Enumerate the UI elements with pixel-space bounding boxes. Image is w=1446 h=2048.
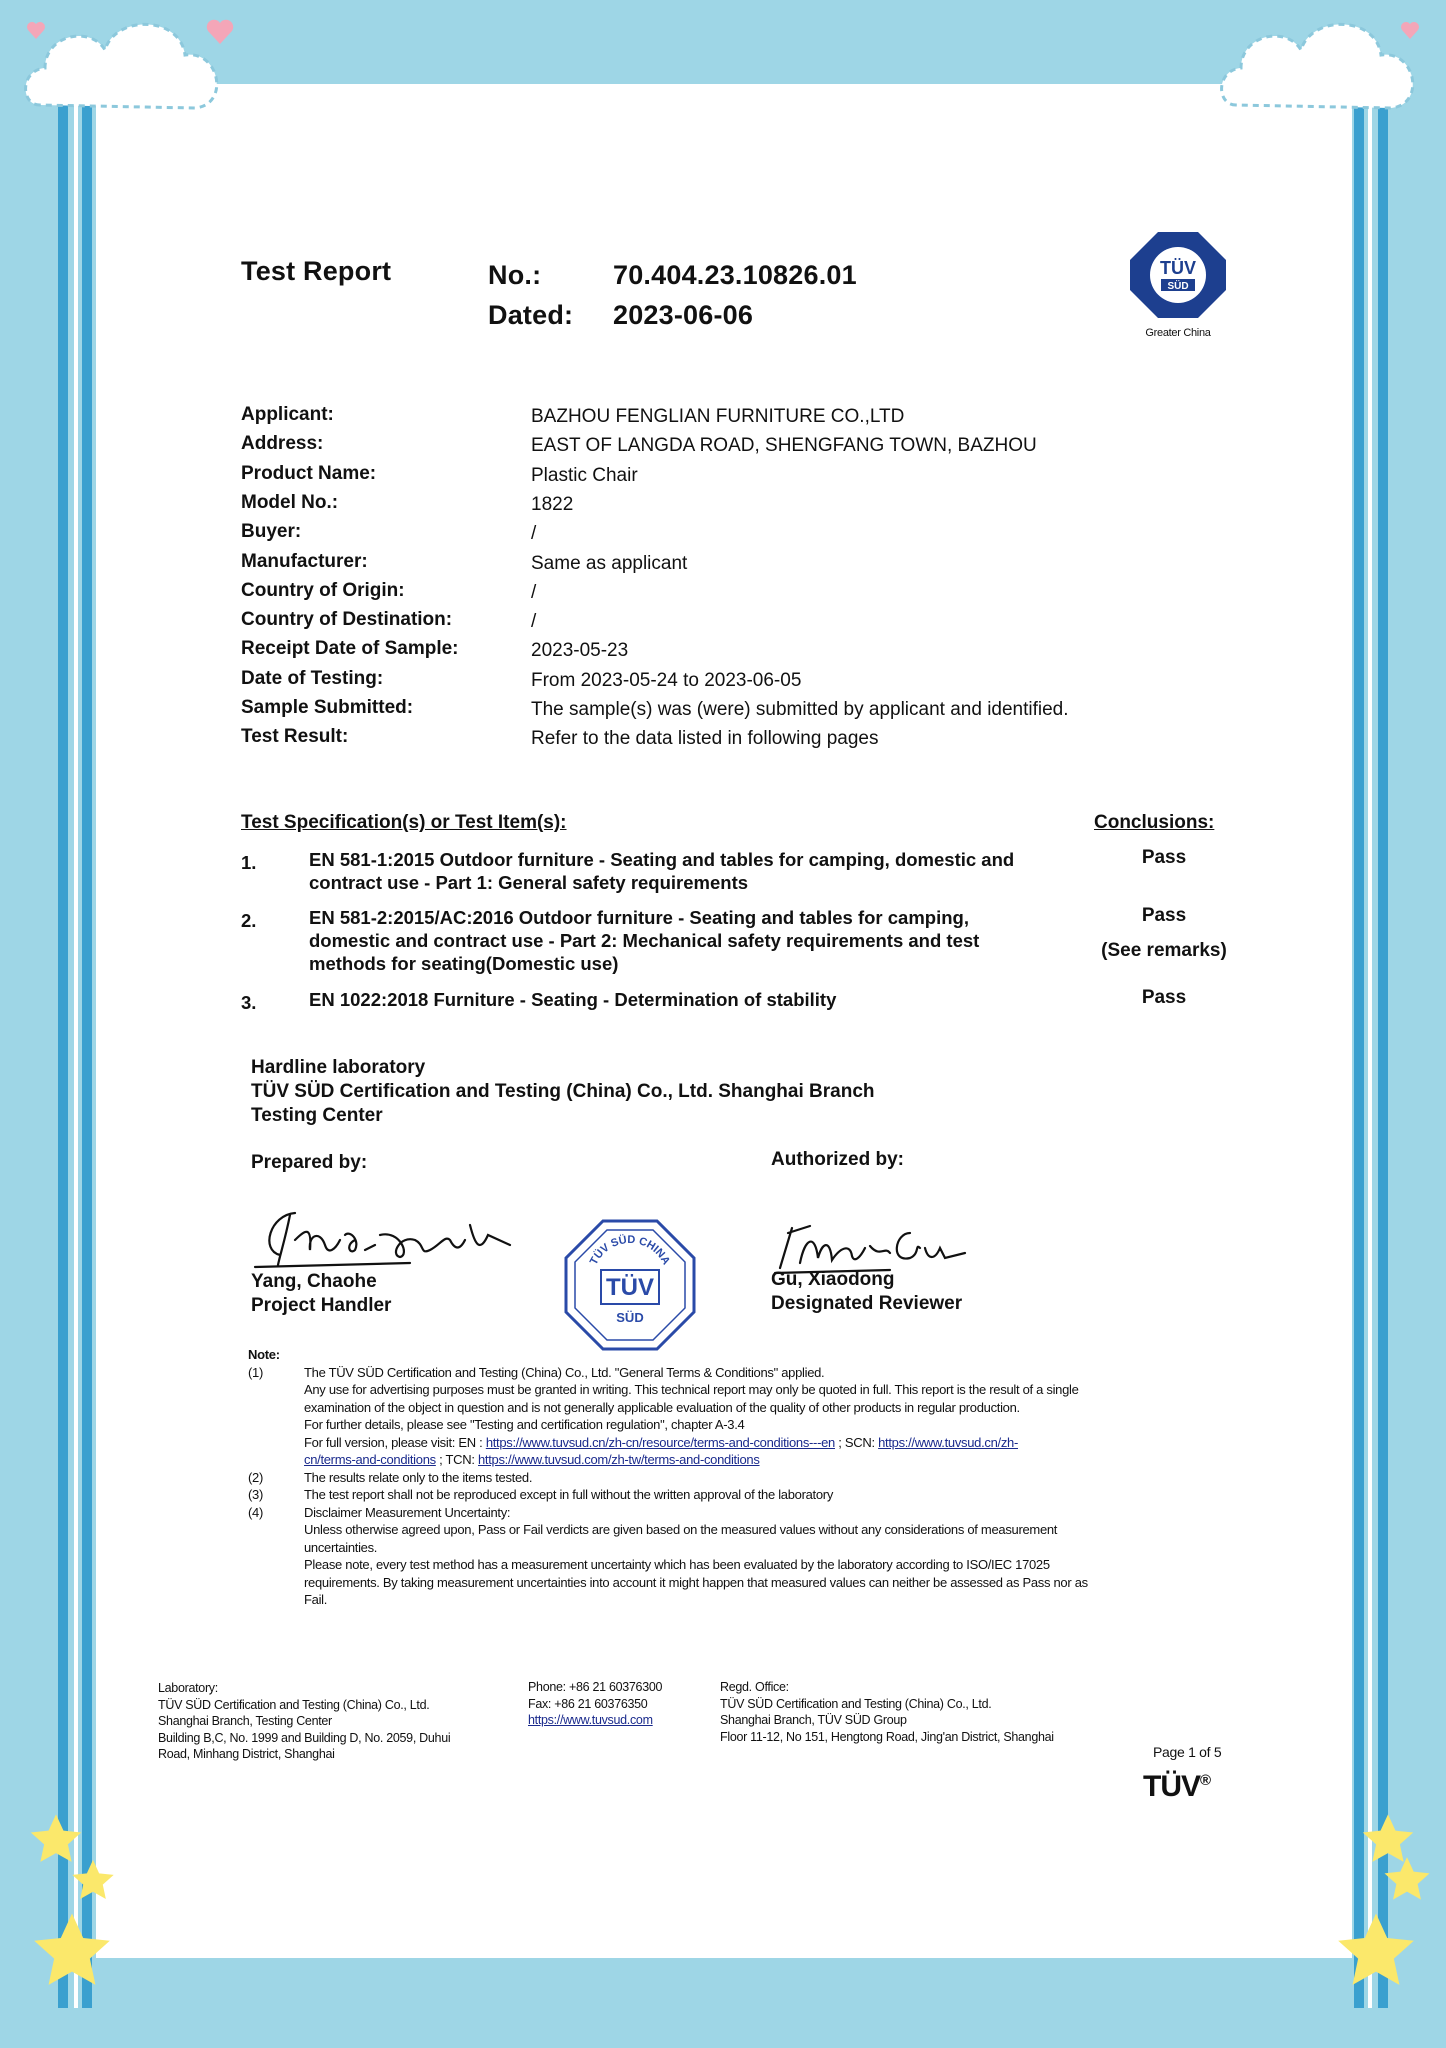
field-label: Address: <box>241 433 324 454</box>
lab-line: Hardline laboratory <box>251 1057 426 1078</box>
spec-heading: Test Specification(s) or Test Item(s): <box>241 812 567 833</box>
spec-item <box>309 848 1014 894</box>
note-number: (1) <box>248 1364 263 1380</box>
field-value: / <box>531 523 537 544</box>
report-number-value: 70.404.23.10826.01 <box>613 260 857 290</box>
terms-link-tcn[interactable]: https://www.tuvsud.com/zh-tw/terms-and-conditions <box>478 1452 760 1467</box>
conclusions-heading: Conclusions: <box>1094 812 1215 833</box>
note-line: Unless otherwise agreed upon, Pass or Fail verdicts are given based on the measured values without any considerations of measurement <box>304 1522 1058 1537</box>
field-value: / <box>531 611 537 632</box>
tuv-octagon-icon <box>1128 230 1228 320</box>
cloud-icon <box>20 10 230 130</box>
field-label: Model No.: <box>241 492 339 513</box>
laboratory-block <box>251 1056 875 1128</box>
registered-mark: ® <box>1200 1772 1211 1789</box>
field-value: Same as applicant <box>531 553 688 574</box>
svg-text:SÜD: SÜD <box>1167 281 1189 292</box>
note-line: Fail. <box>304 1592 328 1607</box>
spec-number: 3. <box>241 992 257 1013</box>
field-label: Sample Submitted: <box>241 697 414 718</box>
field-label: Product Name: <box>241 463 377 484</box>
prepared-by-label: Prepared by: <box>251 1152 368 1173</box>
note-line: The test report shall not be reproduced except in full without the written approval of the laboratory <box>304 1487 834 1502</box>
star-icon <box>70 1858 116 1904</box>
field-label: Date of Testing: <box>241 668 384 689</box>
logo-caption: Greater China <box>1145 327 1211 339</box>
footer-website-link[interactable]: https://www.tuvsud.com <box>528 1713 653 1727</box>
report-number-label: No.: <box>488 260 542 290</box>
frame-border-right-2 <box>1354 70 1364 2008</box>
note-label: Note: <box>248 1347 280 1362</box>
report-date-value: 2023-06-06 <box>613 300 754 330</box>
frame-border-right <box>1378 70 1388 2008</box>
lab-line: TÜV SÜD Certification and Testing (China) Co., Ltd. Shanghai Branch <box>251 1081 875 1102</box>
spec-line: EN 1022:2018 Furniture - Seating - Determination of stability <box>309 989 837 1010</box>
signature-yang <box>250 1195 515 1275</box>
field-value: / <box>531 582 537 603</box>
footer-line: Shanghai Branch, Testing Center <box>158 1714 332 1728</box>
note-line: The results relate only to the items tested. <box>304 1469 533 1485</box>
field-label: Country of Origin: <box>241 580 405 601</box>
footer-office <box>720 1679 1054 1745</box>
field-value: Refer to the data listed in following pages <box>531 728 879 749</box>
note-line: examination of the object in question and is not generally applicable evaluation of the quality of other products in regular production. <box>304 1399 1020 1415</box>
spec-line: EN 581-1:2015 Outdoor furniture - Seating and tables for camping, domestic and <box>309 849 1015 870</box>
field-value: 2023-05-23 <box>531 640 629 661</box>
note-text: For full version, please visit: EN : <box>304 1434 486 1450</box>
footer-line: TÜV SÜD Certification and Testing (China) Co., Ltd. <box>720 1696 992 1711</box>
cloud-icon <box>1216 10 1426 130</box>
note-line: Disclaimer Measurement Uncertainty: <box>304 1504 511 1520</box>
footer-line: Regd. Office: <box>720 1680 789 1694</box>
note-line: The TÜV SÜD Certification and Testing (China) Co., Ltd. "General Terms & Conditions" applied. <box>304 1364 825 1380</box>
authorized-by-label: Authorized by: <box>771 1149 904 1170</box>
spec-remark: (See remarks) <box>1101 940 1227 961</box>
spec-line: EN 581-2:2015/AC:2016 Outdoor furniture - Seating and tables for camping, <box>309 907 969 928</box>
svg-text:SÜD: SÜD <box>616 1310 644 1325</box>
field-value: Plastic Chair <box>531 465 638 486</box>
terms-link-scn[interactable]: https://www.tuvsud.cn/zh- <box>878 1434 1018 1450</box>
note-text: ; SCN: <box>834 1434 879 1450</box>
field-label: Manufacturer: <box>241 551 368 572</box>
note-line: Please note, every test method has a measurement uncertainty which has been evaluated by the laboratory according to ISO/IEC 17025 <box>304 1557 1050 1572</box>
notes-section <box>248 1346 1218 1609</box>
spec-number: 1. <box>241 852 257 873</box>
spec-line: contract use - Part 1: General safety requirements <box>309 872 749 893</box>
note-text: ; TCN: <box>435 1452 478 1467</box>
field-label: Applicant: <box>241 404 334 425</box>
field-label: Receipt Date of Sample: <box>241 638 459 659</box>
star-icon <box>1382 1855 1432 1905</box>
field-value: EAST OF LANGDA ROAD, SHENGFANG TOWN, BAZHOU <box>531 435 1037 456</box>
tuv-brand-mark <box>1143 1770 1210 1804</box>
preparer-role: Project Handler <box>251 1295 392 1316</box>
note-number: (4) <box>248 1504 263 1520</box>
terms-link-en[interactable]: https://www.tuvsud.cn/zh-cn/resource/terms-and-conditions---en <box>485 1434 835 1450</box>
frame-border-right-inner <box>1368 70 1372 2008</box>
star-icon <box>1334 1910 1418 1994</box>
svg-text:TÜV: TÜV <box>1160 258 1196 278</box>
brand-text: TÜV <box>1143 1770 1200 1803</box>
frame-border-left-2 <box>82 70 92 2008</box>
authorizer-block <box>771 1268 962 1316</box>
footer-laboratory <box>158 1680 518 1763</box>
preparer-block <box>251 1270 391 1318</box>
footer-line: Laboratory: <box>158 1681 218 1695</box>
preparer-name: Yang, Chaohe <box>251 1271 377 1292</box>
footer-line: Shanghai Branch, TÜV SÜD Group <box>720 1713 907 1727</box>
report-title: Test Report <box>241 256 392 286</box>
terms-link-scn-cont[interactable]: cn/terms-and-conditions <box>304 1452 436 1467</box>
spec-line: methods for seating(Domestic use) <box>309 953 619 974</box>
page-number: Page 1 of 5 <box>1153 1744 1222 1760</box>
star-icon <box>30 1910 114 1994</box>
authorizer-name: Gu, Xiaodong <box>771 1269 895 1290</box>
field-value: 1822 <box>531 494 574 515</box>
frame-border-left <box>58 70 68 2008</box>
note-line: Any use for advertising purposes must be granted in writing. This technical report may only be quoted in full. This report is the result of a single <box>304 1382 1079 1397</box>
spec-conclusion: Pass <box>1141 987 1187 1008</box>
frame-border-left-inner <box>74 70 78 2008</box>
heart-icon <box>205 18 235 46</box>
spec-conclusion: Pass <box>1141 905 1187 926</box>
field-value: The sample(s) was (were) submitted by applicant and identified. <box>531 699 1069 720</box>
note-line: uncertainties. <box>304 1539 378 1555</box>
footer-fax: Fax: +86 21 60376350 <box>528 1696 648 1711</box>
note-number: (2) <box>248 1469 263 1485</box>
field-label: Buyer: <box>241 521 302 542</box>
footer-line: Floor 11-12, No 151, Hengtong Road, Jing'an District, Shanghai <box>720 1729 1054 1744</box>
report-date-label: Dated: <box>488 300 574 330</box>
note-number: (3) <box>248 1487 263 1502</box>
svg-text:TÜV: TÜV <box>606 1274 654 1301</box>
report-page <box>96 84 1352 1958</box>
note-line: requirements. By taking measurement uncertainties into account it might happen that measured values can neither be assessed as Pass nor as <box>304 1574 1088 1590</box>
field-value: BAZHOU FENGLIAN FURNITURE CO.,LTD <box>531 406 905 427</box>
field-label: Test Result: <box>241 726 349 747</box>
spec-conclusion: Pass <box>1141 847 1187 868</box>
footer-contact <box>528 1679 662 1729</box>
spec-item <box>309 988 836 1011</box>
footer-line: Road, Minhang District, Shanghai <box>158 1747 335 1761</box>
svg-text:TÜV SÜD CHINA: TÜV SÜD CHINA <box>587 1233 673 1267</box>
spec-line: domestic and contract use - Part 2: Mechanical safety requirements and test <box>309 930 980 951</box>
footer-line: Building B,C, No. 1999 and Building D, No. 2059, Duhui <box>158 1730 451 1745</box>
lab-line: Testing Center <box>251 1105 383 1126</box>
spec-number: 2. <box>241 910 257 931</box>
field-label: Country of Destination: <box>241 609 453 630</box>
field-value: From 2023-05-24 to 2023-06-05 <box>531 670 802 691</box>
tuv-sud-logo <box>1128 230 1228 340</box>
authorizer-role: Designated Reviewer <box>771 1293 963 1314</box>
note-line: For further details, please see "Testing and certification regulation", chapter A-3.4 <box>304 1417 745 1432</box>
spec-item <box>309 906 979 975</box>
tuv-stamp <box>563 1218 697 1352</box>
footer-line: TÜV SÜD Certification and Testing (China) Co., Ltd. <box>158 1697 430 1712</box>
footer-phone: Phone: +86 21 60376300 <box>528 1680 663 1694</box>
